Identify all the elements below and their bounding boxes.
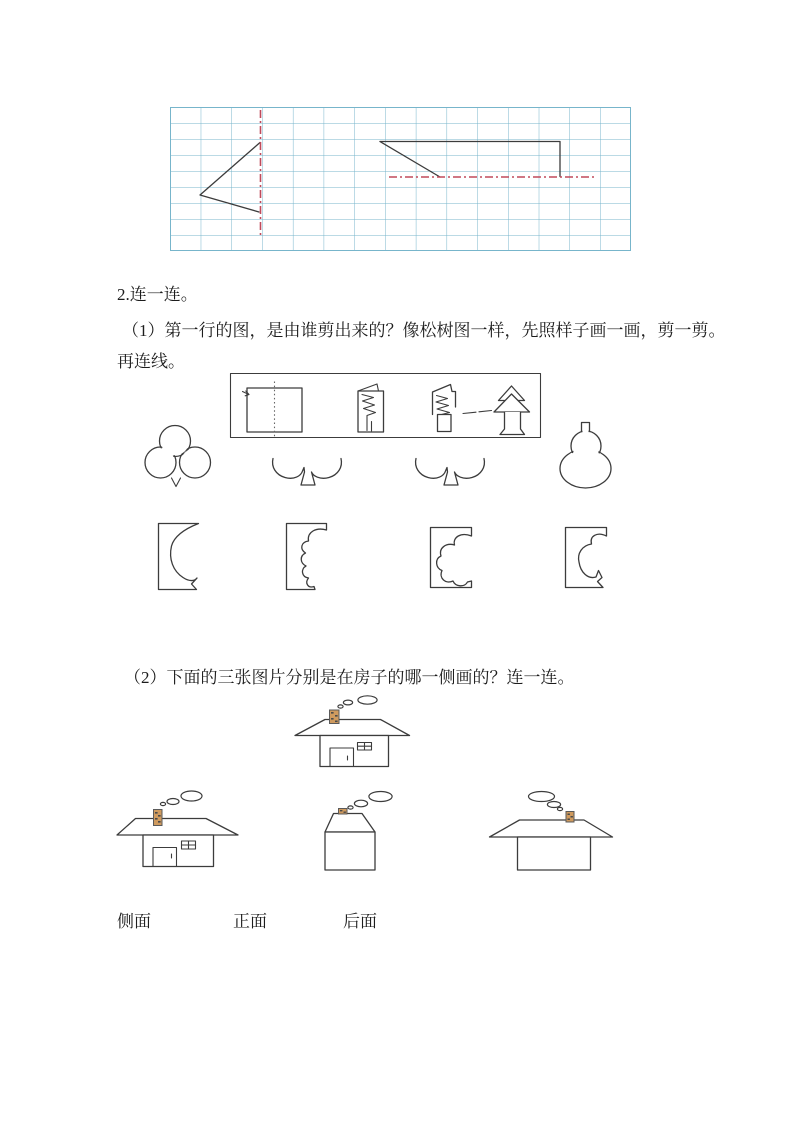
symmetry-grid-figure [170, 107, 631, 251]
roof [325, 814, 375, 833]
clover-shape [145, 426, 211, 487]
house-body [518, 837, 591, 870]
sample-strip-box [231, 374, 541, 438]
house-body [325, 832, 375, 870]
roof [490, 820, 613, 837]
smoke-puffs [529, 792, 563, 811]
chimney-icon [154, 810, 163, 826]
question-2-part1-line1: （1）第一行的图，是由谁剪出来的？像松树图一样，先照样子画一画，剪一剪。 [122, 321, 726, 340]
question-2-heading: 2.连一连。 [117, 285, 198, 304]
pine-tree-cutout-icon [494, 386, 530, 435]
houses-matching-figure [0, 690, 793, 940]
chimney-icon [330, 710, 340, 724]
half-clover-cut-paper [431, 528, 472, 588]
smoke-puffs [338, 696, 377, 708]
question-2-part2-prompt: （2）下面的三张图片分别是在房子的哪一侧画的？连一连。 [124, 668, 575, 687]
house-side-view [325, 792, 392, 871]
gourd-shape [560, 423, 611, 489]
roof [117, 819, 238, 836]
folded-paper-tree-sketch-icon [358, 384, 384, 432]
roof [295, 720, 410, 736]
half-canopy-cut-paper [159, 524, 199, 590]
half-scallop-cut-paper [287, 524, 327, 590]
label-side: 侧面 [117, 912, 151, 931]
house-back-view [490, 792, 613, 871]
paper-cutting-exercise-figure [100, 370, 700, 605]
house-with-door-and-window [117, 791, 238, 867]
corner-arrow-mark [243, 391, 250, 396]
house-body [143, 835, 214, 867]
connector-line [463, 411, 492, 414]
question-2-part1-line2: 再连线。 [117, 352, 185, 371]
smoke-puffs [160, 791, 202, 806]
folded-square-paper-icon [243, 382, 303, 437]
grid-pattern [170, 107, 631, 251]
label-front: 正面 [233, 912, 267, 931]
chimney-icon [566, 812, 574, 823]
reference-house-front [295, 696, 410, 767]
smoke-puffs [348, 792, 392, 810]
half-gourd-cut-paper [566, 528, 607, 588]
tree-canopy-shape [273, 459, 342, 486]
folded-paper-tree-cut-icon [433, 385, 456, 432]
label-back: 后面 [343, 912, 377, 931]
tree-canopy-shape [416, 459, 485, 486]
chimney-icon [339, 809, 348, 815]
